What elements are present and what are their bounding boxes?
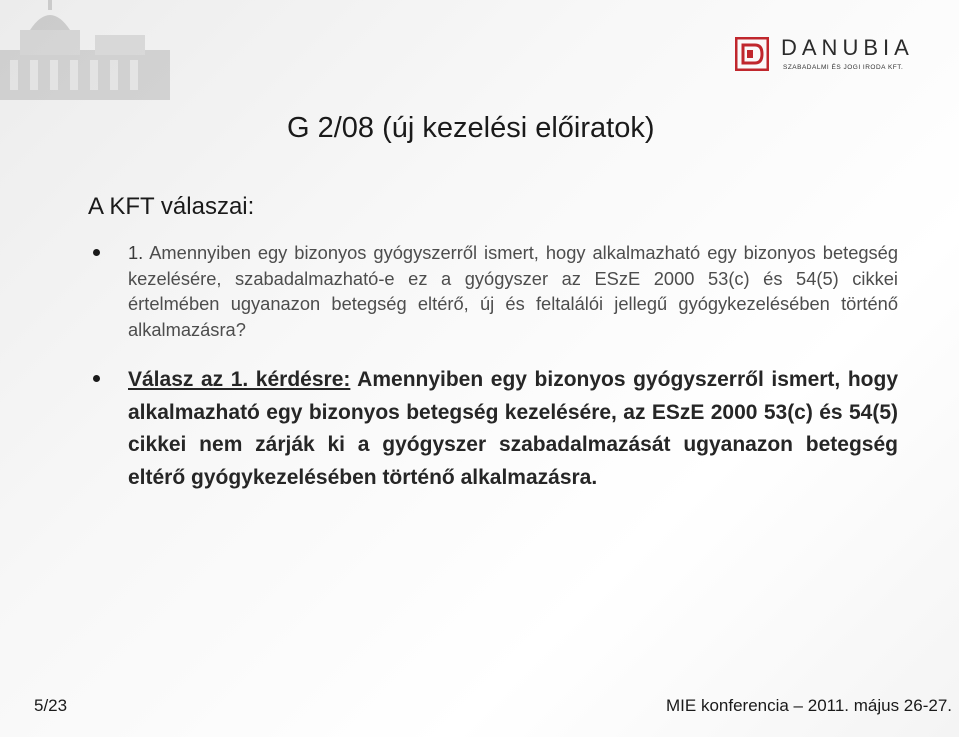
bullet-icon bbox=[93, 249, 100, 256]
building-watermark-image bbox=[0, 0, 170, 100]
answer-item bbox=[88, 364, 898, 494]
page-number: 5/23 bbox=[34, 696, 68, 715]
danubia-logo-mark-icon bbox=[735, 37, 769, 71]
question-text: Amennyiben egy bizonyos gyógyszerről ismert, hogy alkalmazható egy bizonyos betegség kezelésére, szabadalmazható-e ez a gyógyszer az ESzE 2000 53(c) és 54(5) cikkei értelmében ugyanazon betegség eltérő, új és feltalálói jellegű gyógykezelésében történő alkalmazásra? bbox=[128, 242, 899, 340]
footer-event: MIE konferencia – 2011. május 26-27. bbox=[666, 696, 953, 715]
logo-name: DANUBIA bbox=[781, 35, 914, 60]
bullet-list bbox=[88, 240, 898, 494]
question-number: 1. bbox=[128, 242, 144, 263]
answer-text: Amennyiben egy bizonyos gyógyszerről ismert, hogy alkalmazható egy bizonyos betegség kezelésére, az ESzE 2000 53(c) és 54(5) cikkei nem zárják ki a gyógyszer szabadalmazását ugyanazon betegség eltérő gyógykezelésében történő alkalmazásra. bbox=[128, 368, 898, 489]
bullet-icon bbox=[93, 375, 100, 382]
question-item bbox=[88, 240, 898, 342]
slide-title: G 2/08 (új kezelési előiratok) bbox=[287, 112, 655, 144]
danubia-logo bbox=[735, 35, 940, 75]
answer-label: Válasz az 1. kérdésre: bbox=[128, 368, 351, 391]
logo-tagline: SZABADALMI ÉS JOGI IRODA KFT. bbox=[783, 64, 904, 71]
slide-subtitle: A KFT válaszai: bbox=[88, 193, 255, 220]
